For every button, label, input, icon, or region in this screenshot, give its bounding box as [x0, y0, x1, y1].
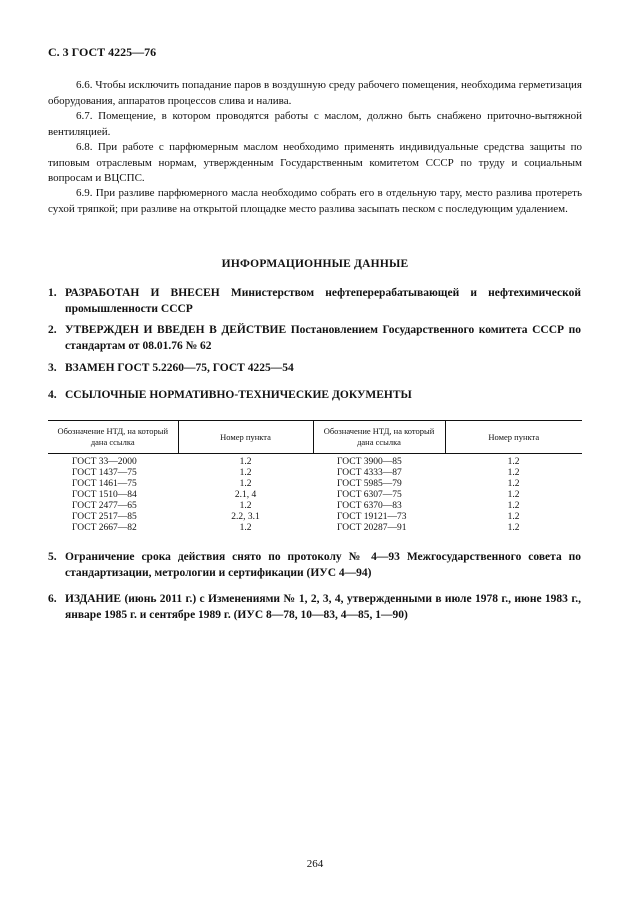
- item-number: 4.: [48, 389, 57, 401]
- item-text: Ограничение срока действия снято по протоколу № 4—93 Межгосударственного совета по стандартизации, метрологии и сертификации (ИУС 4—94): [65, 551, 581, 579]
- table-cell: 1.2: [239, 501, 252, 511]
- table-row: [48, 501, 582, 512]
- paragraph-text: 6.7. Помещение, в котором проводятся работы с маслом, должно быть снабжено приточно-вытяжной вентиляцией.: [48, 110, 582, 138]
- table-row: [48, 468, 582, 479]
- table-cell: ГОСТ 20287—91: [337, 523, 407, 533]
- table-cell: 1.2: [507, 523, 520, 533]
- page-number: 264: [306, 858, 324, 870]
- item-text: ИЗДАНИЕ (июнь 2011 г.) с Изменениями № 1, 2, 3, 4, утвержденными в июле 1978 г., июне 1983 г., январе 1985 г. и сентябре 1989 г. (ИУС 8—78, 10—83, 4—85, 1—90): [65, 593, 581, 621]
- info-item-3: [48, 360, 582, 376]
- item-number: 5.: [48, 551, 57, 563]
- item-text: ВЗАМЕН ГОСТ 5.2260—75, ГОСТ 4225—54: [65, 362, 294, 374]
- item-text: ССЫЛОЧНЫЕ НОРМАТИВНО-ТЕХНИЧЕСКИЕ ДОКУМЕНТЫ: [65, 389, 412, 401]
- table-cell: 2.1, 4: [234, 490, 257, 500]
- table-cell: ГОСТ 6370—83: [337, 501, 402, 511]
- table-cell: ГОСТ 3900—85: [337, 457, 402, 467]
- table-cell: 1.2: [507, 468, 520, 478]
- table-cell: 1.2: [239, 457, 252, 467]
- table-cell: ГОСТ 19121—73: [337, 512, 407, 522]
- paragraph-text: 6.9. При разливе парфюмерного масла необходимо собрать его в отдельную тару, место разлива протереть сухой тряпкой; при разливе на открытой площадке место разлива засыпать песком с последующим удалением.: [48, 187, 582, 215]
- table-row: [48, 512, 582, 523]
- table-cell: 1.2: [239, 479, 252, 489]
- item-number: 1.: [48, 287, 57, 299]
- info-item-6: [48, 591, 582, 623]
- table-cell: ГОСТ 2517—85: [72, 512, 137, 522]
- paragraph-6-8: [48, 140, 582, 187]
- item-text: УТВЕРЖДЕН И ВВЕДЕН В ДЕЙСТВИЕ Постановлением Государственного комитета СССР по стандартам от 08.01.76 № 62: [65, 324, 581, 352]
- info-section-title: ИНФОРМАЦИОННЫЕ ДАННЫЕ: [221, 258, 409, 270]
- table-cell: ГОСТ 2667—82: [72, 523, 137, 533]
- table-cell: 1.2: [507, 512, 520, 522]
- info-item-2: [48, 322, 582, 354]
- paragraph-6-6: [48, 78, 582, 109]
- table-cell: 1.2: [239, 523, 252, 533]
- table-cell: 1.2: [507, 490, 520, 500]
- table-cell: 1.2: [507, 501, 520, 511]
- reference-documents-table: [48, 420, 582, 534]
- item-number: 2.: [48, 324, 57, 336]
- table-row: [48, 479, 582, 490]
- info-item-4: [48, 387, 582, 403]
- paragraph-6-7: [48, 109, 582, 140]
- paragraph-text: 6.8. При работе с парфюмерным маслом необходимо применять индивидуальные средства защиты по типовым отраслевым нормам, утвержденным Государственным комитетом СССР по труду и социальным вопросам и ВЦСПС.: [48, 141, 582, 184]
- table-row: [48, 490, 582, 501]
- paragraph-text: 6.6. Чтобы исключить попадание паров в воздушную среду рабочего помещения, необходима герметизация оборудования, аппаратов процессов слива и налива.: [48, 79, 582, 107]
- table-cell: ГОСТ 1510—84: [72, 490, 137, 500]
- item-text: РАЗРАБОТАН И ВНЕСЕН Министерством нефтеперерабатывающей и нефтехимической промышленности СССР: [65, 287, 581, 315]
- info-item-5: [48, 549, 582, 581]
- table-cell: 1.2: [507, 479, 520, 489]
- table-header-ntd: Обозначение НТД, на который дана ссылка: [48, 421, 178, 454]
- table-cell: 1.2: [507, 457, 520, 467]
- item-number: 6.: [48, 593, 57, 605]
- table-header-ntd: Обозначение НТД, на который дана ссылка: [313, 421, 445, 454]
- table-header-clause: Номер пункта: [178, 421, 313, 454]
- table-row: [48, 454, 582, 469]
- table-cell: ГОСТ 5985—79: [337, 479, 402, 489]
- table-cell: ГОСТ 4333—87: [337, 468, 402, 478]
- table-cell: 1.2: [239, 468, 252, 478]
- table-cell: ГОСТ 33—2000: [72, 457, 137, 467]
- table-cell: ГОСТ 1437—75: [72, 468, 137, 478]
- page-header: С. 3 ГОСТ 4225—76: [48, 45, 157, 59]
- table-cell: 2.2, 3.1: [231, 512, 260, 522]
- item-number: 3.: [48, 362, 57, 374]
- paragraph-6-9: [48, 186, 582, 217]
- table-cell: ГОСТ 1461—75: [72, 479, 137, 489]
- info-item-1: [48, 285, 582, 317]
- table-header-clause: Номер пункта: [445, 421, 582, 454]
- table-cell: ГОСТ 6307—75: [337, 490, 402, 500]
- table-row: [48, 523, 582, 534]
- table-cell: ГОСТ 2477—65: [72, 501, 137, 511]
